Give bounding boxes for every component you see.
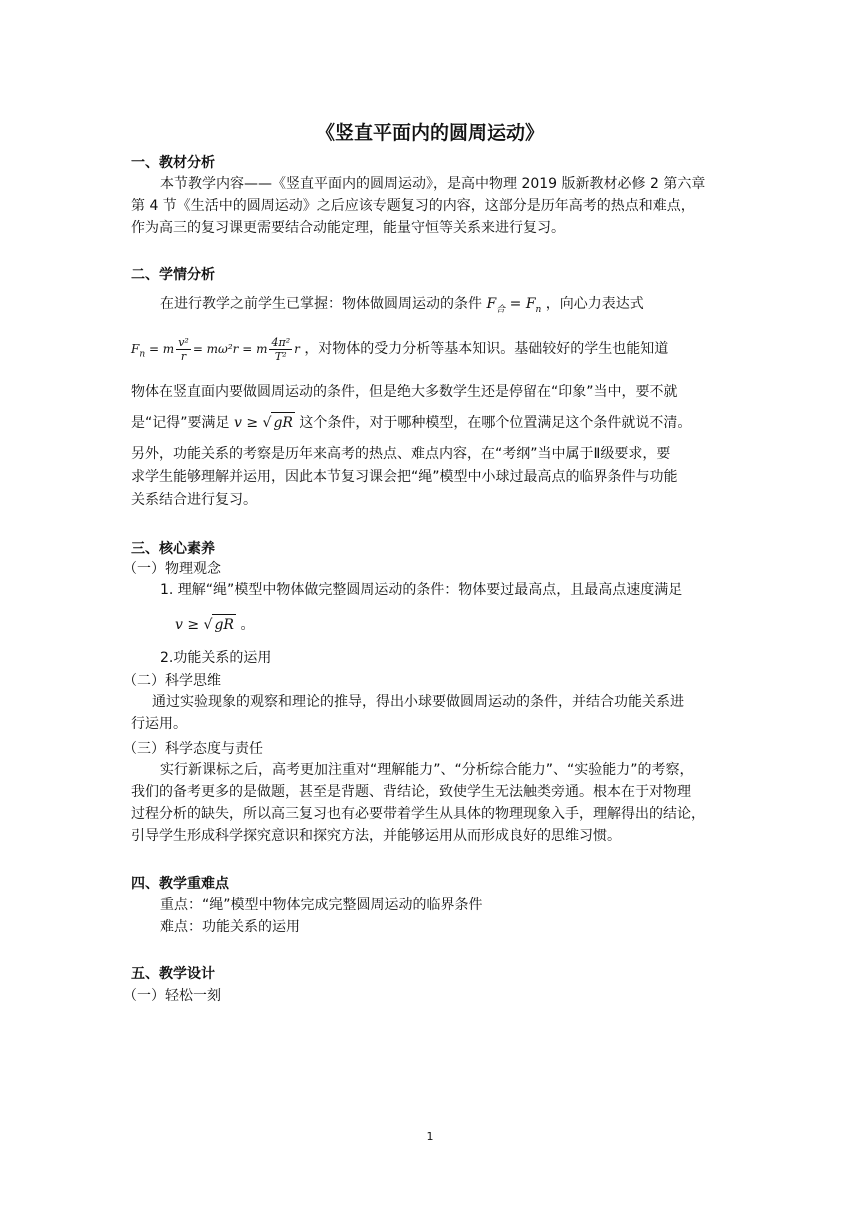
paragraph-line: 重点：“绳”模型中物体完成完整圆周运动的临界条件: [160, 897, 483, 913]
page-number: 1: [426, 1130, 434, 1143]
section-heading-5: 五、教学设计: [131, 966, 215, 982]
list-item-formula: v ≥ √ gR 。: [175, 614, 775, 635]
paragraph-line: 本节教学内容——《竖直平面内的圆周运动》，是高中物理 2019 版新教材必修 2 第六章: [160, 176, 706, 192]
paragraph-line: 过程分析的缺失，所以高三复习也有必要带着学生从具体的物理现象入手，理解得出的结论，: [131, 806, 705, 822]
paragraph-line: 另外，功能关系的考察是历年来高考的热点、难点内容，在“考纲”当中属于Ⅱ级要求，要: [131, 446, 671, 462]
subsection-heading: （三）科学态度与责任: [123, 741, 263, 757]
list-item: 1. 理解“绳”模型中物体做完整圆周运动的条件：物体要过最高点，且最高点速度满足: [160, 582, 683, 598]
paragraph-line: 实行新课标之后，高考更加注重对“理解能力”、“分析综合能力”、“实验能力”的考察，: [160, 762, 694, 778]
force-condition-formula: $F_合 = F_n$: [486, 296, 542, 315]
subsection-heading: （二）科学思维: [123, 673, 221, 689]
paragraph-line: 作为高三的复习课更需要结合动能定理，能量守恒等关系来进行复习。: [131, 220, 565, 236]
paragraph-line: 是“记得”要满足 v ≥ √ gR 这个条件，对于哪种模型，在哪个位置满足这个条件就说不清。: [131, 412, 731, 433]
centripetal-force-formula: $F_n = m$ $\frac{\text{v²}}{r}$ = mω²r = m $\frac{\text{4π²}}{\text{T²}}$ r: [131, 336, 300, 363]
paragraph-line: 我们的备考更多的是做题，甚至是背题、背结论，致使学生无法触类旁通。根本在于对物理: [131, 784, 691, 800]
section-heading-2: 二、学情分析: [131, 267, 215, 283]
paragraph-line: 第 4 节《生活中的圆周运动》之后应该专题复习的内容，这部分是历年高考的热点和难点，: [131, 198, 695, 214]
paragraph-line: 难点：功能关系的运用: [160, 919, 300, 935]
paragraph-line: 行运用。: [131, 716, 187, 732]
paragraph-line: 在进行教学之前学生已掌握：物体做圆周运动的条件 $F_合 = F_n$ ，向心力表达式: [160, 296, 644, 315]
list-item: 2.功能关系的运用: [160, 650, 272, 666]
paragraph-line: 物体在竖直面内要做圆周运动的条件，但是绝大多数学生还是停留在“印象”当中，要不就: [131, 384, 678, 400]
velocity-condition-formula: v ≥ √ gR: [175, 617, 236, 633]
subsection-heading: （一）物理观念: [123, 561, 221, 577]
paragraph-line: 引导学生形成科学探究意识和探究方法，并能够运用从而形成良好的思维习惯。: [131, 828, 621, 844]
paragraph-line: $F_n = m$ $\frac{\text{v²}}{r}$ = mω²r = m $\frac{\text{4π²}}{\text{T²}}$ r ，对物体的受力分析等基本知识。基础较好的学生也能知道: [131, 336, 669, 363]
paragraph-line: 关系结合进行复习。: [131, 492, 257, 508]
document-title: 《竖直平面内的圆周运动》: [315, 122, 544, 144]
paragraph-line: 求学生能够理解并运用，因此本节复习课会把“绳”模型中小球过最高点的临界条件与功能: [131, 469, 678, 485]
section-heading-1: 一、教材分析: [131, 155, 215, 171]
paragraph-line: 通过实验现象的观察和理论的推导，得出小球要做圆周运动的条件，并结合功能关系进: [152, 694, 684, 710]
subsection-heading: （一）轻松一刻: [123, 988, 221, 1004]
section-heading-4: 四、教学重难点: [131, 876, 229, 892]
section-heading-3: 三、核心素养: [131, 541, 215, 557]
velocity-condition-formula: v ≥ √ gR: [234, 415, 295, 431]
